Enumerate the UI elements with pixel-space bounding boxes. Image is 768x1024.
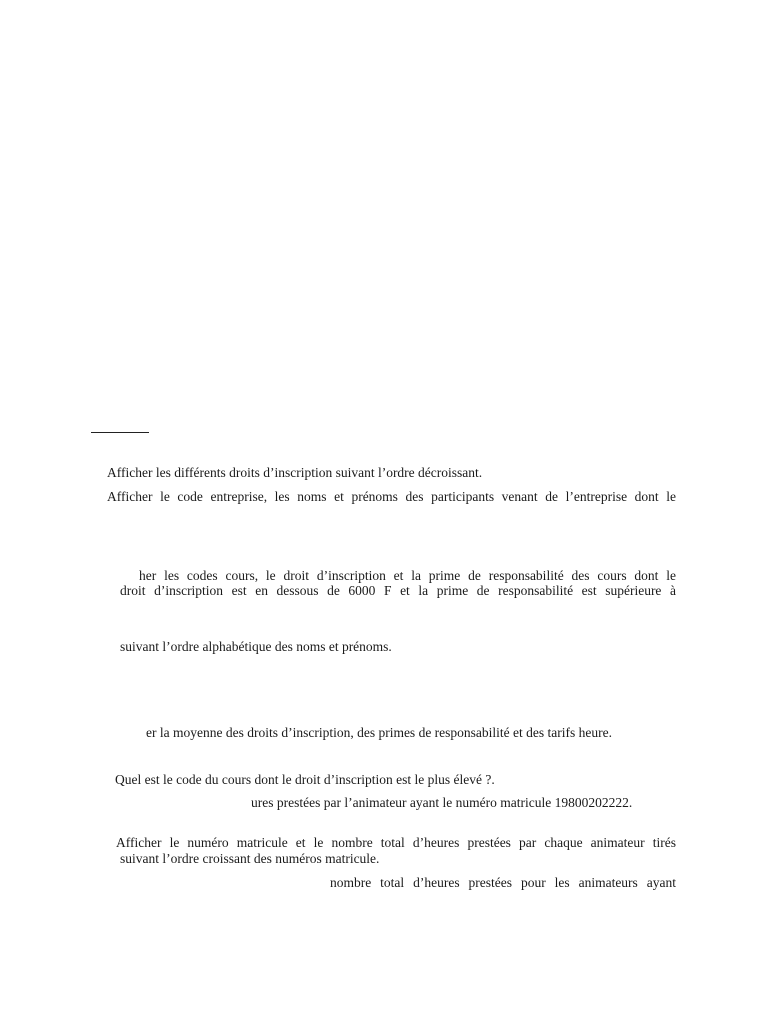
text-line-10: suivant l’ordre croissant des numéros matricule. (120, 851, 380, 866)
text-line-1: Afficher les différents droits d’inscription suivant l’ordre décroissant. (107, 465, 483, 480)
section-underline (91, 432, 149, 433)
text-line-8: ures prestées par l’animateur ayant le numéro matricule 19800202222. (251, 795, 633, 810)
text-line-7: Quel est le code du cours dont le droit d’inscription est le plus élevé ?. (115, 772, 495, 787)
text-line-2: Afficher le code entreprise, les noms et prénoms des participants venant de l’entreprise dont le (107, 489, 676, 504)
text-line-4: droit d’inscription est en dessous de 6000 F et la prime de responsabilité est supérieure à (120, 583, 676, 598)
text-line-9: Afficher le numéro matricule et le nombre total d’heures prestées par chaque animateur tirés (116, 835, 676, 850)
text-line-5: suivant l’ordre alphabétique des noms et prénoms. (120, 639, 392, 654)
text-line-11: nombre total d’heures prestées pour les animateurs ayant (330, 875, 676, 890)
text-line-6: er la moyenne des droits d’inscription, des primes de responsabilité et des tarifs heure. (146, 725, 612, 740)
text-line-3: her les codes cours, le droit d’inscription et la prime de responsabilité des cours dont le (139, 568, 676, 583)
